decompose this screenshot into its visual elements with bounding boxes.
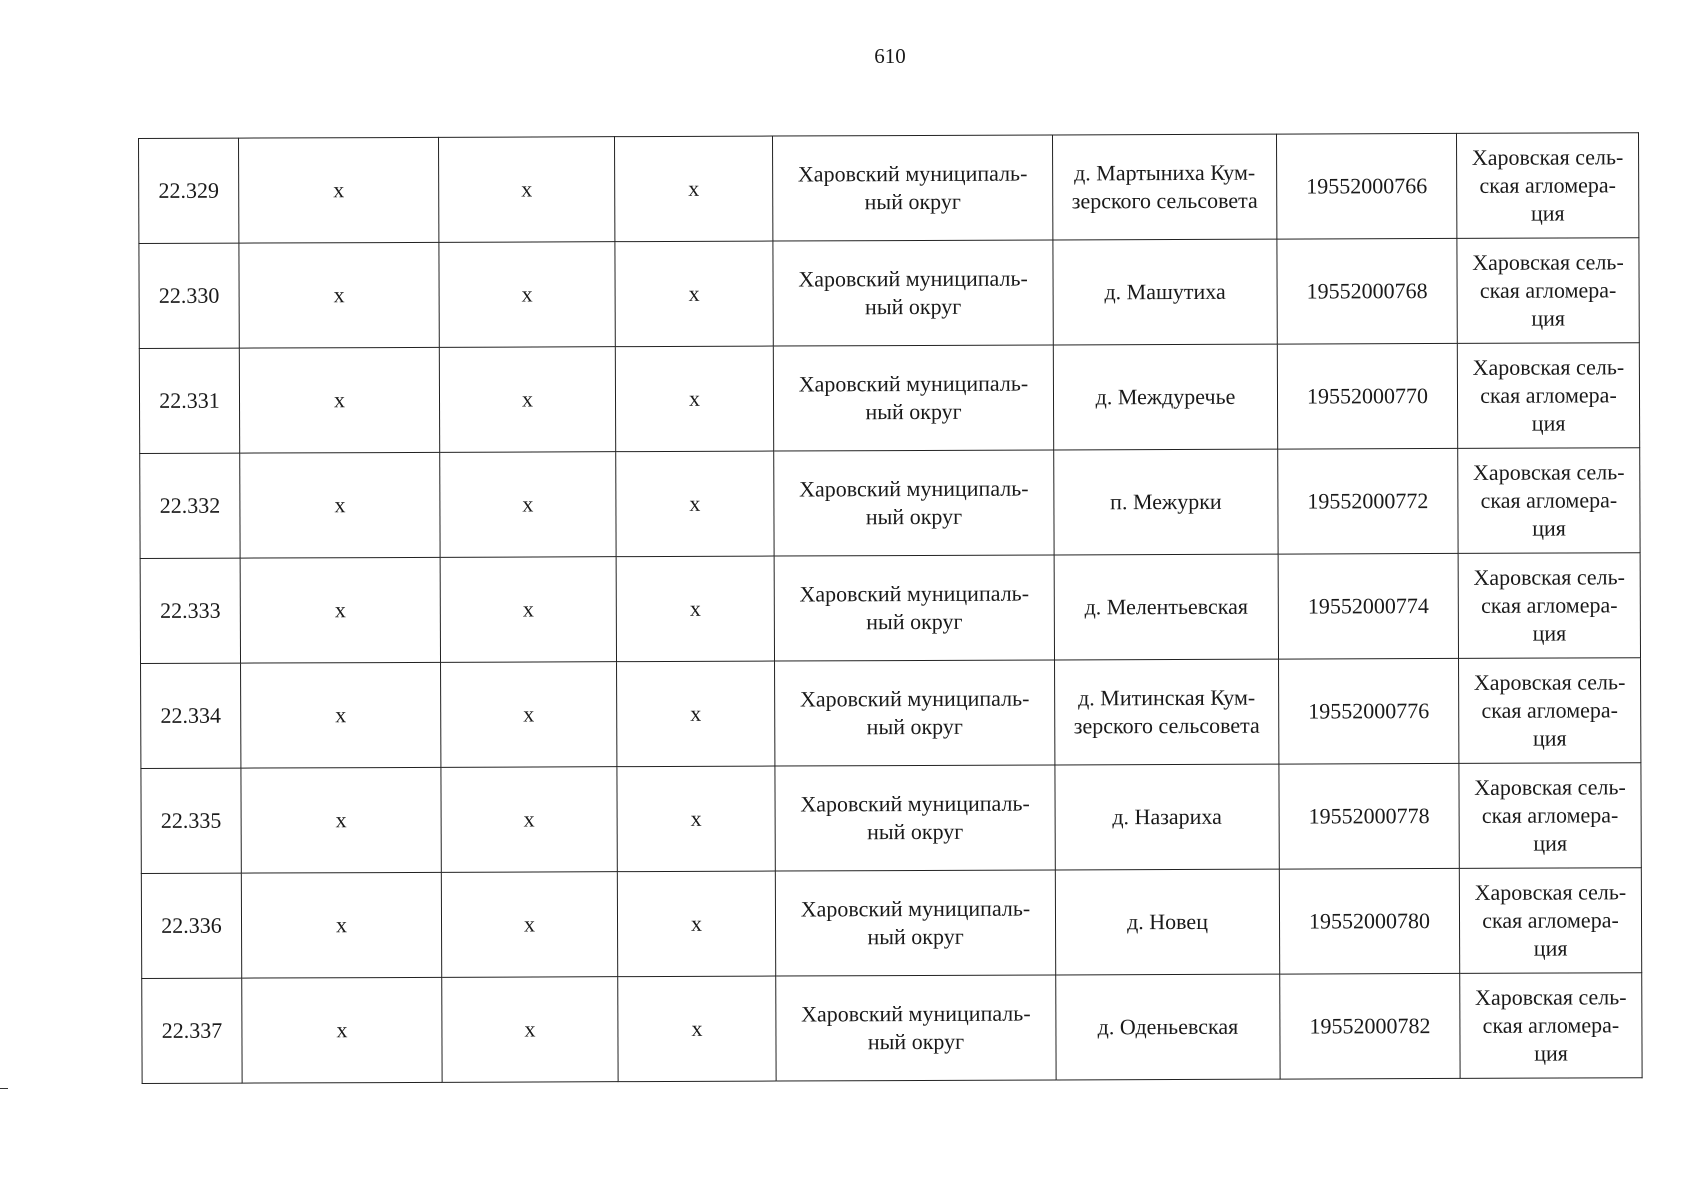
district-cell-line: ный округ <box>866 608 963 635</box>
agglomeration-cell <box>1459 658 1641 764</box>
district-cell-line: Харовский муниципаль- <box>799 475 1029 502</box>
agglomeration-cell <box>1456 133 1638 239</box>
x-cell-1: x <box>240 557 440 663</box>
x-cell-3: x <box>615 241 773 347</box>
page-number: 610 <box>874 44 906 68</box>
x-cell-2: x <box>440 557 616 663</box>
district-cell-line: Харовский муниципаль- <box>801 1000 1031 1027</box>
x-cell-3: x <box>617 661 775 767</box>
locality-cell-line: д. Мелентьевская <box>1084 593 1249 620</box>
locality-cell-line: зерского сельсовета <box>1071 187 1258 214</box>
locality-cell <box>1053 239 1277 345</box>
table-row <box>139 133 1639 244</box>
oktmo-code-cell: 19552000778 <box>1279 763 1459 869</box>
x-cell-3: x <box>617 871 775 977</box>
agglomeration-cell-line: Харовская сель- <box>1473 564 1626 590</box>
agglomeration-cell <box>1459 868 1641 974</box>
x-cell-2: x <box>439 242 615 348</box>
district-cell-line: Харовский муниципаль- <box>800 790 1030 817</box>
agglomeration-cell-line: Харовская сель- <box>1474 774 1626 800</box>
x-cell-2: x <box>438 137 614 243</box>
agglomeration-cell-line: ция <box>1531 410 1566 436</box>
agglomeration-cell <box>1457 343 1639 449</box>
locality-cell-line: д. Назариха <box>1112 803 1222 830</box>
table-row <box>140 448 1640 559</box>
oktmo-code-cell: 19552000766 <box>1276 133 1456 239</box>
agglomeration-cell-line: Харовская сель- <box>1472 354 1625 380</box>
row-number-cell: 22.330 <box>139 243 239 348</box>
locality-cell <box>1054 554 1278 660</box>
x-cell-1: x <box>241 662 441 768</box>
district-cell-line: Харовский муниципаль- <box>798 265 1028 292</box>
agglomeration-cell-line: ция <box>1530 200 1565 226</box>
district-cell <box>775 660 1055 766</box>
x-cell-3: x <box>616 556 774 662</box>
oktmo-code-cell: 19552000774 <box>1278 553 1458 659</box>
district-cell-line: ный округ <box>867 1028 965 1055</box>
x-cell-2: x <box>441 662 617 768</box>
district-cell <box>773 240 1053 346</box>
x-cell-3: x <box>618 976 776 1082</box>
table-row <box>142 973 1642 1084</box>
district-cell <box>772 135 1052 241</box>
locality-cell <box>1056 974 1280 1080</box>
agglomeration-cell-line: Харовская сель- <box>1474 984 1627 1010</box>
x-cell-3: x <box>614 136 772 242</box>
agglomeration-cell-line: ция <box>1534 1040 1568 1066</box>
table-row <box>141 763 1641 874</box>
oktmo-code-cell: 19552000780 <box>1279 868 1459 974</box>
agglomeration-cell-line: Харовская сель- <box>1471 144 1624 170</box>
district-cell-line: Харовский муниципаль- <box>799 580 1030 607</box>
table-row <box>139 343 1639 454</box>
agglomeration-cell <box>1458 553 1640 659</box>
x-cell-1: x <box>240 452 440 558</box>
margin-mark <box>0 1088 8 1089</box>
agglomeration-cell <box>1457 238 1639 344</box>
row-number-cell: 22.329 <box>139 138 239 243</box>
x-cell-2: x <box>439 347 615 453</box>
x-cell-1: x <box>239 347 439 453</box>
agglomeration-cell-line: ция <box>1533 830 1568 856</box>
agglomeration-cell-line: ция <box>1531 305 1566 331</box>
agglomeration-cell-line: ская агломера- <box>1481 802 1619 828</box>
agglomeration-cell-line: ская агломера- <box>1480 382 1617 408</box>
x-cell-3: x <box>615 346 773 452</box>
agglomeration-cell-line: Харовская сель- <box>1474 879 1627 905</box>
x-cell-2: x <box>441 872 617 978</box>
x-cell-3: x <box>617 766 775 872</box>
agglomeration-cell-line: ция <box>1532 515 1566 541</box>
agglomeration-cell-line: Харовская сель- <box>1472 459 1625 485</box>
district-cell <box>773 345 1053 451</box>
agglomeration-cell-line: ция <box>1532 620 1567 646</box>
locality-cell-line: д. Мартыниха Кум- <box>1074 159 1256 186</box>
district-cell <box>775 765 1055 871</box>
locality-cell-line: д. Междуречье <box>1095 383 1236 410</box>
agglomeration-cell-line: ская агломера- <box>1480 487 1618 513</box>
district-cell-line: ный округ <box>865 398 962 425</box>
district-cell <box>774 450 1054 556</box>
table-row <box>140 553 1640 664</box>
district-cell-line: Харовский муниципаль- <box>799 685 1030 712</box>
district-cell-line: ный округ <box>864 293 962 320</box>
x-cell-2: x <box>441 767 617 873</box>
row-number-cell: 22.333 <box>140 558 240 663</box>
oktmo-code-cell: 19552000770 <box>1277 343 1457 449</box>
row-number-cell: 22.336 <box>141 873 241 978</box>
district-cell-line: ный округ <box>866 713 963 740</box>
x-cell-1: x <box>239 242 439 348</box>
register-table <box>138 132 1643 1084</box>
row-number-cell: 22.334 <box>141 663 241 768</box>
locality-cell <box>1055 764 1279 870</box>
locality-cell-line: д. Митинская Кум- <box>1078 684 1256 711</box>
agglomeration-cell-line: ская агломера- <box>1480 592 1618 618</box>
oktmo-code-cell: 19552000776 <box>1279 658 1459 764</box>
agglomeration-cell-line: Харовская сель- <box>1473 669 1626 695</box>
district-cell-line: ный округ <box>865 503 963 530</box>
x-cell-3: x <box>616 451 774 557</box>
row-number-cell: 22.335 <box>141 768 241 873</box>
locality-cell-line: д. Оденьевская <box>1097 1013 1239 1040</box>
district-cell <box>776 975 1056 1081</box>
table-row <box>139 238 1639 349</box>
x-cell-1: x <box>241 872 441 978</box>
oktmo-code-cell: 19552000782 <box>1280 973 1460 1079</box>
register-table-wrapper <box>138 132 1642 1084</box>
locality-cell-line: п. Межурки <box>1110 488 1222 515</box>
district-cell-line: ный округ <box>864 188 961 215</box>
x-cell-1: x <box>239 137 439 243</box>
district-cell-line: ный округ <box>866 818 964 845</box>
agglomeration-cell-line: ская агломера- <box>1479 172 1616 198</box>
district-cell-line: ный округ <box>867 923 964 950</box>
locality-cell <box>1055 659 1279 765</box>
table-body <box>139 133 1643 1084</box>
district-cell-line: Харовский муниципаль- <box>798 370 1029 397</box>
x-cell-1: x <box>242 977 442 1083</box>
agglomeration-cell-line: ция <box>1532 725 1567 751</box>
oktmo-code-cell: 19552000772 <box>1278 448 1458 554</box>
locality-cell <box>1054 449 1278 555</box>
row-number-cell: 22.337 <box>142 978 242 1083</box>
x-cell-1: x <box>241 767 441 873</box>
row-number-cell: 22.332 <box>140 453 240 558</box>
x-cell-2: x <box>440 452 616 558</box>
agglomeration-cell <box>1458 448 1640 554</box>
agglomeration-cell-line: ская агломера- <box>1479 277 1617 303</box>
agglomeration-cell-line: ская агломера- <box>1482 907 1619 933</box>
agglomeration-cell-line: ская агломера- <box>1481 697 1619 723</box>
table-row <box>141 868 1641 979</box>
locality-cell-line: д. Новец <box>1127 908 1209 935</box>
district-cell-line: Харовский муниципаль- <box>800 895 1031 922</box>
locality-cell-line: зерского сельсовета <box>1073 712 1260 739</box>
agglomeration-cell-line: ция <box>1533 935 1568 961</box>
district-cell-line: Харовский муниципаль- <box>797 160 1028 187</box>
locality-cell <box>1055 869 1279 975</box>
agglomeration-cell <box>1460 973 1642 1079</box>
locality-cell <box>1052 134 1276 240</box>
district-cell <box>774 555 1054 661</box>
agglomeration-cell <box>1459 763 1641 869</box>
agglomeration-cell-line: ская агломера- <box>1482 1012 1620 1038</box>
agglomeration-cell-line: Харовская сель- <box>1472 249 1624 275</box>
locality-cell <box>1053 344 1277 450</box>
row-number-cell: 22.331 <box>139 348 239 453</box>
district-cell <box>775 870 1055 976</box>
oktmo-code-cell: 19552000768 <box>1277 238 1457 344</box>
locality-cell-line: д. Машутиха <box>1104 278 1226 305</box>
table-row <box>141 658 1641 769</box>
x-cell-2: x <box>442 977 618 1083</box>
